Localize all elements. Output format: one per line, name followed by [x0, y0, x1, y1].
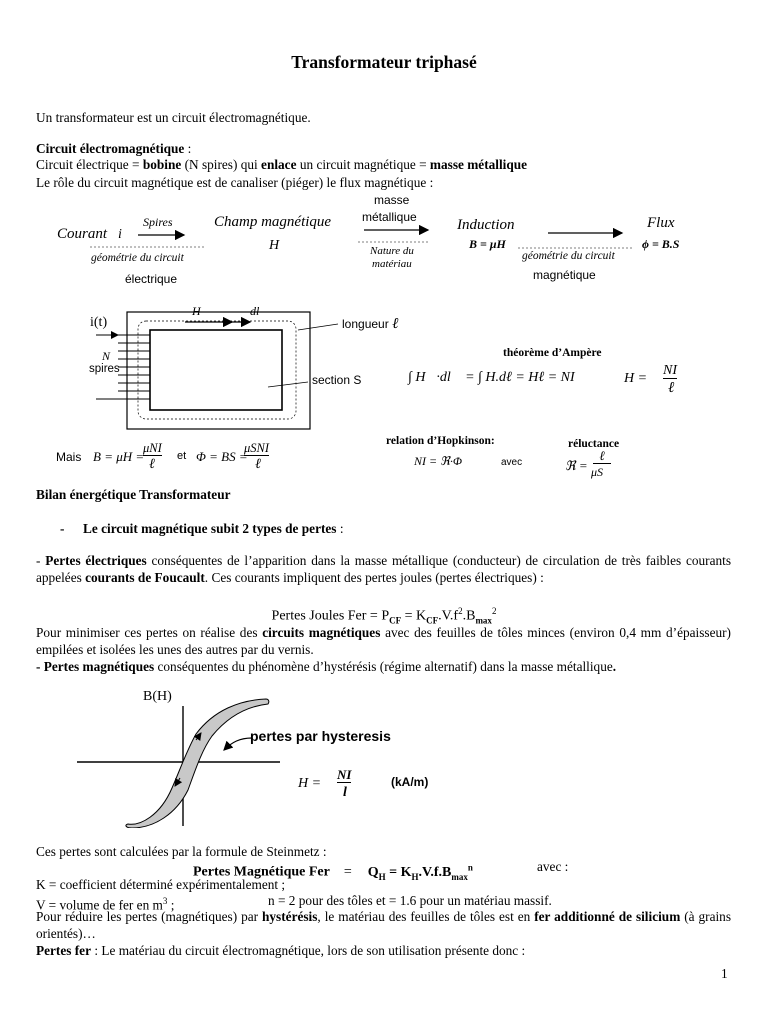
hyst-H-eq: H =: [298, 776, 322, 791]
steinmetz-avec: avec :: [537, 859, 569, 874]
ampere-H-num: NI: [663, 363, 677, 378]
circuit-line-2: Le rôle du circuit magnétique est de canaliser (piéger) le flux magnétique :: [36, 175, 434, 190]
mais-phi-den: ℓ: [255, 457, 261, 472]
pertes-electriques-paragraph: - Pertes électriques conséquentes de l’apparition dans la masse métallique (conducteur) de circulation de très faibles courants appelées courants de Foucault. Ces courants impliquent des pertes joules (pertes électriques) :: [36, 553, 731, 585]
steinmetz-formula: Pertes Magnétique Fer = $Q_H = K_H.V.f.B_{max}^n$: [193, 862, 473, 882]
core-H: H: [192, 304, 201, 318]
core-dl: dl: [250, 304, 260, 318]
mais-label: Mais: [56, 450, 82, 464]
steinmetz-intro: Ces pertes sont calculées par la formule de Steinmetz :: [36, 844, 327, 859]
hyst-H-num: NI: [337, 767, 352, 782]
mais-et: et: [177, 450, 187, 462]
core-drawing: [0, 300, 400, 430]
chain-magnetique: magnétique: [533, 268, 596, 282]
theoreme-ampere: théorème d’Ampère: [503, 347, 602, 359]
chain-nature-1: Nature du: [370, 245, 414, 257]
page-number: 1: [721, 966, 728, 981]
mais-B-den: ℓ: [149, 457, 155, 472]
chain-induction: Induction: [457, 217, 515, 233]
reluctance-label: réluctance: [568, 438, 620, 450]
formula-pertes-joules: Pertes Joules Fer = $P_{CF} = K_{CF}.V.f^2.B_{max}^2$: [271, 606, 497, 626]
chain-electrique: électrique: [125, 272, 178, 286]
chain-spires: Spires: [143, 215, 173, 229]
steinmetz-v-line: V = volume de fer en $m^3$ ;: [36, 896, 175, 913]
hopkinson-avec: avec: [501, 457, 523, 468]
reluctance-num: ℓ: [593, 449, 611, 464]
chain-H: H: [269, 238, 280, 253]
relations-row: [0, 432, 768, 486]
mais-phi-num: μSNI: [244, 441, 270, 455]
mais-B-eq: B = μH =: [93, 449, 145, 464]
chain-B-eq: B = μH: [469, 237, 506, 251]
bilan-bullet-dash: -: [60, 521, 65, 536]
core-it: i(t): [90, 315, 108, 330]
hysteresis-curve: [0, 678, 440, 828]
intro-text: Un transformateur est un circuit électromagnétique.: [36, 110, 311, 125]
core-spires: spires: [89, 363, 120, 375]
circuit-line-1: Circuit électrique = bobine (N spires) qui enlace un circuit magnétique = masse métallique: [36, 157, 528, 172]
steinmetz-n-line: n = 2 pour des tôles et = 1.6 pour un matériau massif.: [268, 893, 552, 908]
core-longueur: longueur ℓ: [342, 316, 399, 332]
hopkinson-eq: NI = ℜ·Φ: [414, 454, 462, 468]
hysteresis-figure: [0, 678, 768, 828]
core-N: N: [102, 349, 111, 363]
chain-phi-eq: ϕ = B.S: [642, 237, 680, 251]
chain-metallique: métallique: [362, 210, 417, 224]
chain-nature-2: matériau: [372, 258, 412, 270]
chain-champ: Champ magnétique: [214, 214, 332, 230]
hyst-BH-label: B(H): [143, 689, 172, 704]
mais-B-num: μNI: [143, 441, 162, 455]
chain-courant: Courant: [57, 226, 108, 242]
ampere-H-eq: H =: [624, 371, 648, 386]
hyst-pertes-label: pertes par hysteresis: [250, 728, 391, 744]
minimiser-paragraph: Pour minimiser ces pertes on réalise des circuits magnétiques avec des feuilles de tôles minces (environ 0,4 mm d’épaisseur) empilées et isolées les unes des autres par du vernis.: [36, 625, 731, 657]
reluctance-eq: ℜ =: [565, 458, 588, 473]
chain-masse: masse: [374, 193, 410, 207]
chain-flux: Flux: [647, 215, 675, 231]
reduire-pertes-paragraph: Pour réduire les pertes (magnétiques) par hystérésis, le matériau des feuilles de tôles est en fer additionné de silicium (à grains orientés)…: [36, 909, 731, 941]
hopkinson-label: relation d’Hopkinson:: [386, 435, 495, 447]
chain-geometrie-circuit-2: géométrie du circuit: [522, 250, 615, 262]
hyst-unit: (kA/m): [391, 775, 429, 789]
pertes-magnetiques-line: - Pertes magnétiques conséquentes du phénomène d’hystérésis (régime alternatif) dans la masse métallique.: [36, 659, 617, 674]
reluctance-den: μS: [591, 465, 604, 479]
circuit-heading: Circuit électromagnétique :: [36, 141, 192, 156]
bilan-bullet: Le circuit magnétique subit 2 types de pertes :: [83, 521, 344, 536]
chain-i: i: [118, 227, 122, 242]
ampere-H-den: ℓ: [668, 380, 675, 396]
chain-geometrie-circuit: géométrie du circuit: [91, 252, 184, 264]
hyst-H-den: l: [343, 785, 347, 800]
flux-chain-diagram: [0, 190, 768, 290]
pertes-fer-line: Pertes fer : Le matériau du circuit électromagnétique, lors de son utilisation présente donc :: [36, 943, 526, 958]
bilan-heading: Bilan énergétique Transformateur: [36, 487, 231, 502]
mais-phi-eq: Φ = BS =: [196, 449, 248, 464]
page-title: Transformateur triphasé: [291, 52, 477, 72]
ampere-equation: ∫ H⃗·dl⃗ = ∫ H.dℓ = Hℓ = NI: [408, 370, 575, 385]
steinmetz-k-line: K = coefficient déterminé expérimentalement ;: [36, 877, 286, 892]
core-section: section S: [312, 373, 362, 387]
magnetic-core-diagram: [0, 300, 768, 430]
